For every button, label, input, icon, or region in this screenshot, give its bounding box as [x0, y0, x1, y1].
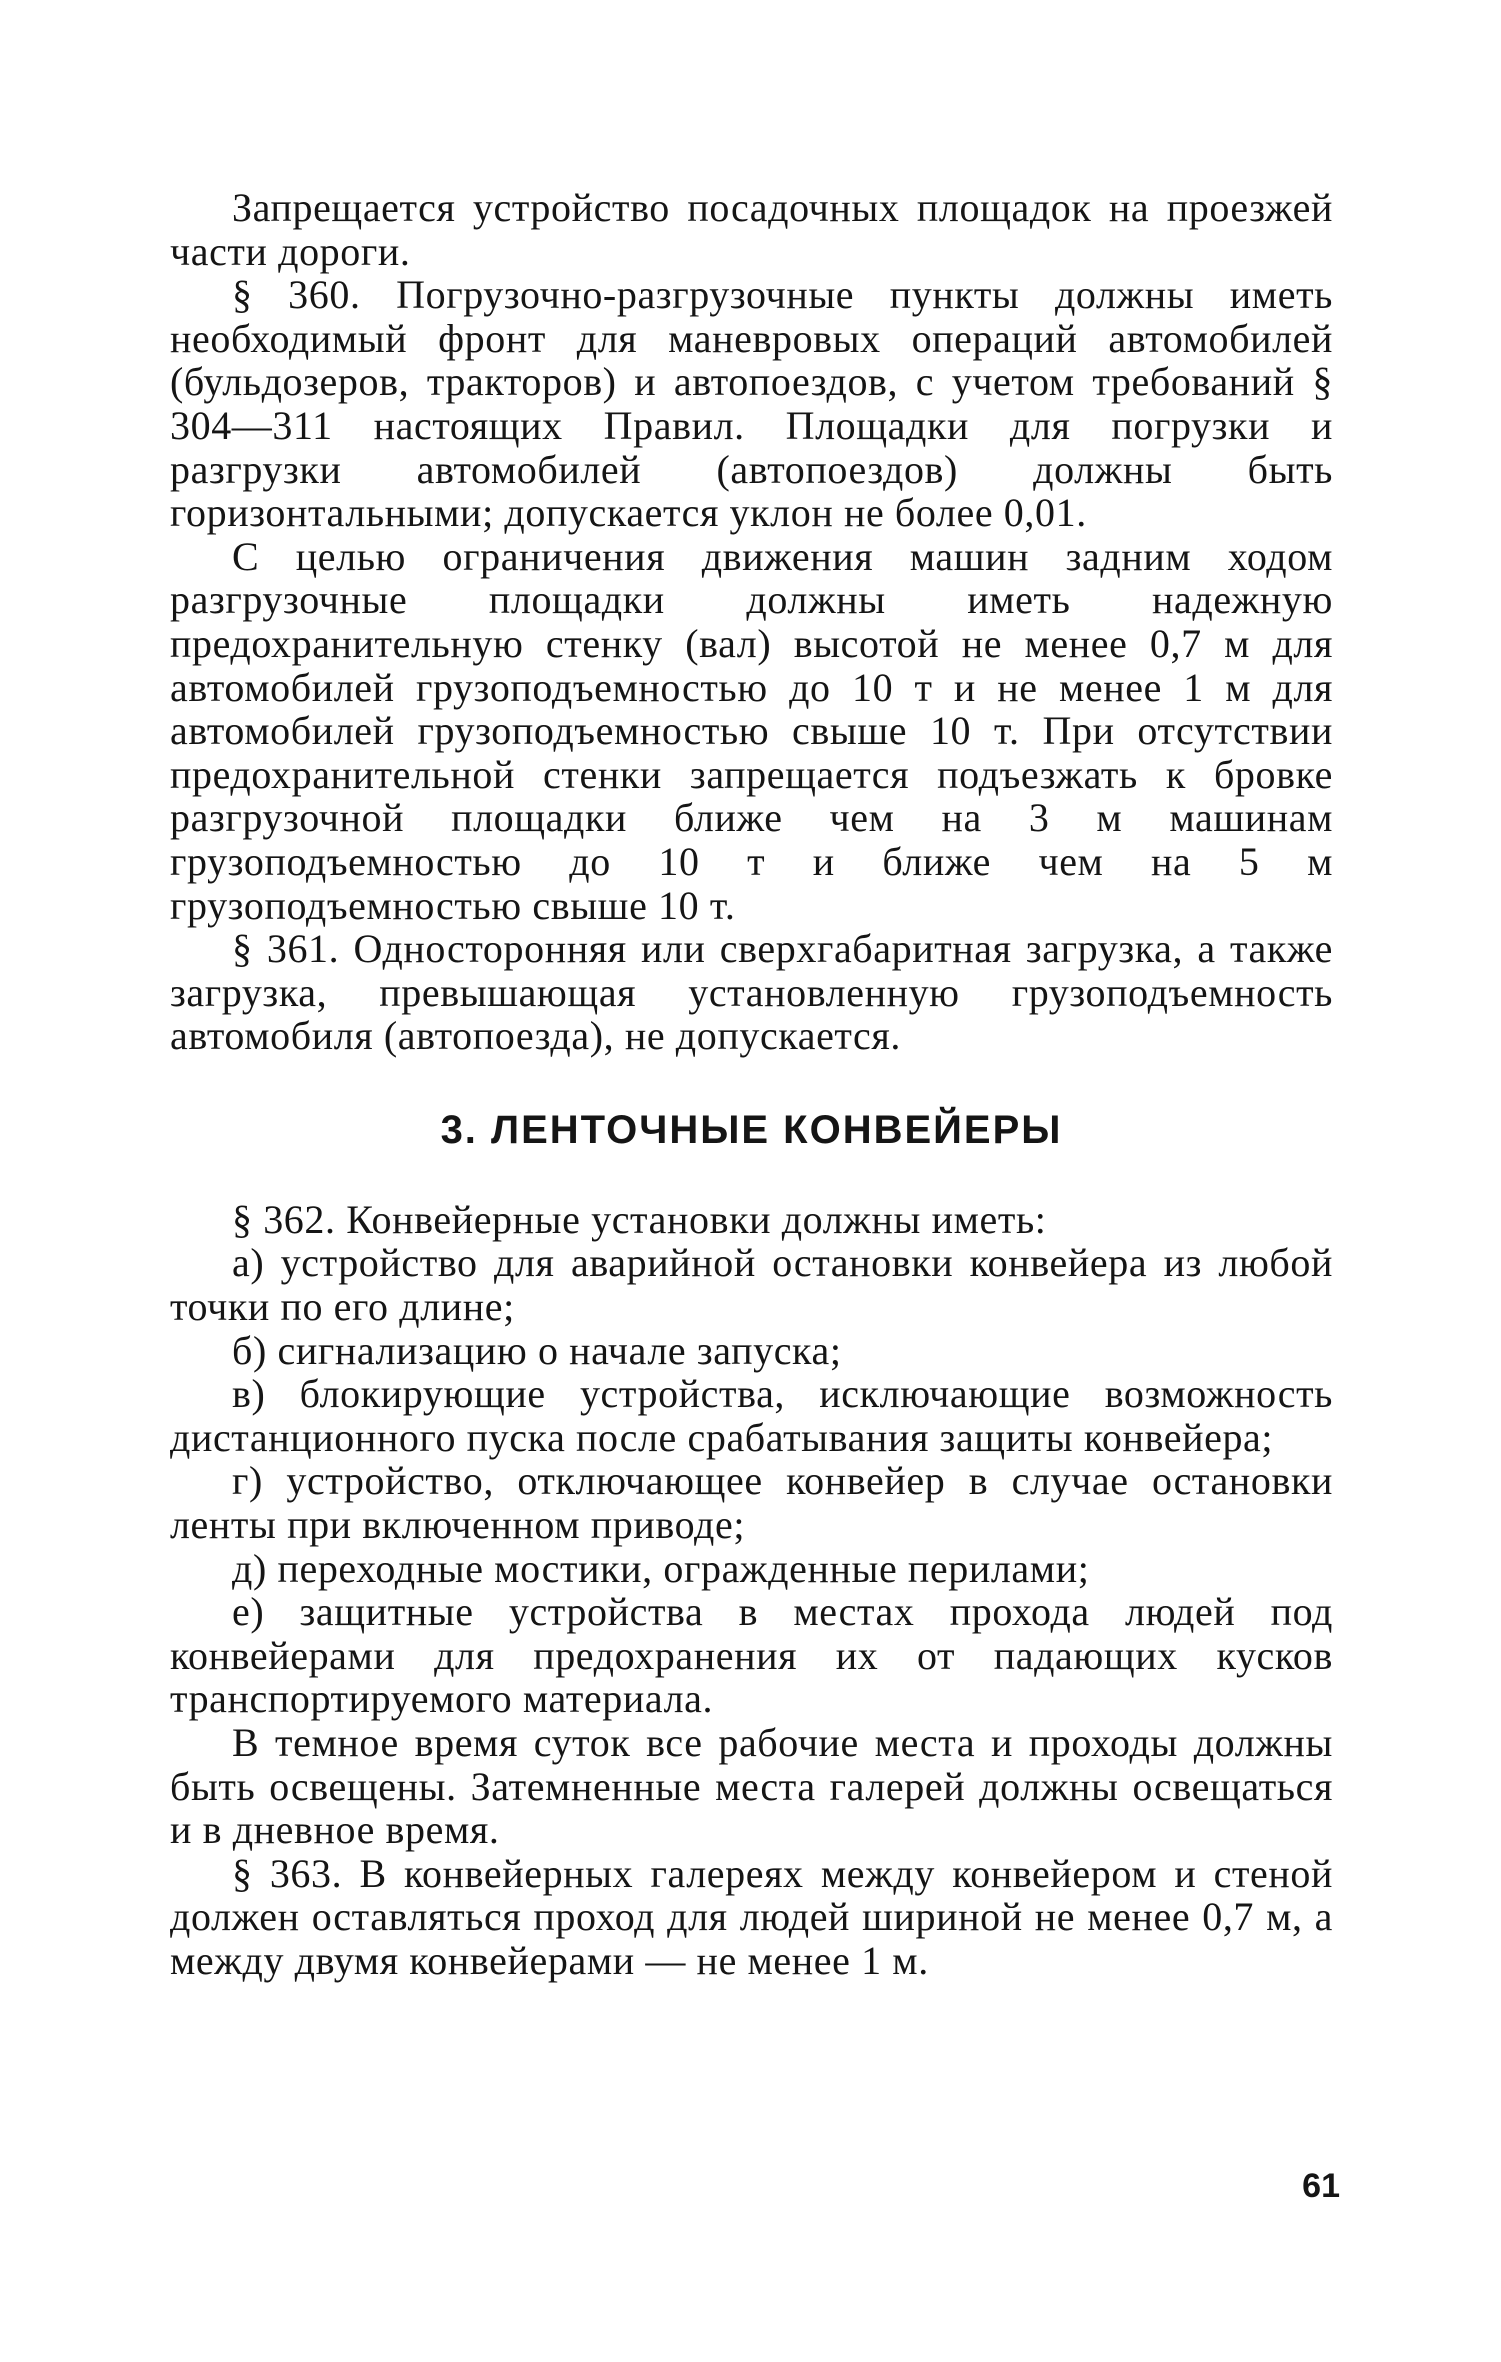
paragraph-unloading-safety-wall: С целью ограничения движения машин задним ходом разгрузочные площадки должны иметь надежную предохранительную стенку (вал) высотой не менее 0,7 м для автомобилей грузоподъемностью до 10 т и не менее 1 м для автомобилей грузоподъемностью свыше 10 т. При отсутствии предохранительной стенки запрещается подъезжать к бровке разгрузочной площадки ближе чем на 3 м машинам грузоподъемностью до 10 т и ближе чем на 5 м грузоподъемностью свыше 10 т. [170, 533, 1333, 928]
list-item-e: е) защитные устройства в местах прохода людей под конвейерами для предохранения их от падающих кусков транспортируемого материала. [170, 1589, 1333, 1722]
paragraph-landing-sites: Запрещается устройство посадочных площадок на проезжей части дороги. [170, 185, 1333, 274]
list-item-d: д) переходные мостики, огражденные перилами; [232, 1545, 1090, 1591]
list-item-b: б) сигнализацию о начале запуска; [232, 1327, 842, 1373]
paragraph-section-360: § 360. Погрузочно-разгрузочные пункты должны иметь необходимый фронт для маневровых операций автомобилей (бульдозеров, тракторов) и автопоездов, с учетом требований § 304—311 настоящих Правил. Площадки для погрузки и разгрузки автомобилей (автопоездов) должны быть горизонтальными; допускается уклон не более 0,01. [170, 272, 1333, 536]
paragraph-section-363: § 363. В конвейерных галереях между конвейером и стеной должен оставляться проход для людей шириной не менее 0,7 м, а между двумя конвейерами — не менее 1 м. [170, 1850, 1333, 1983]
page-text [170, 186, 1333, 1983]
section-heading: 3. ЛЕНТОЧНЫЕ КОНВЕЙЕРЫ [440, 1107, 1063, 1152]
list-item-v: в) блокирующие устройства, исключающие возможность дистанционного пуска после срабатывания защиты конвейера; [170, 1371, 1333, 1460]
list-item-g: г) устройство, отключающее конвейер в случае остановки ленты при включенном приводе; [170, 1458, 1333, 1548]
paragraph-section-361: § 361. Односторонняя или сверхгабаритная загрузка, а также загрузка, превышающая установленную грузоподъемность автомобиля (автопоезда), не допускается. [170, 926, 1333, 1059]
page-number: 61 [1302, 2167, 1340, 2205]
paragraph-lighting: В темное время суток все рабочие места и проходы должны быть освещены. Затемненные места галерей должны освещаться и в дневное время. [170, 1720, 1333, 1853]
list-item-a: а) устройство для аварийной остановки конвейера из любой точки по его длине; [170, 1240, 1333, 1330]
paragraph-section-362: § 362. Конвейерные установки должны иметь: [232, 1196, 1047, 1242]
